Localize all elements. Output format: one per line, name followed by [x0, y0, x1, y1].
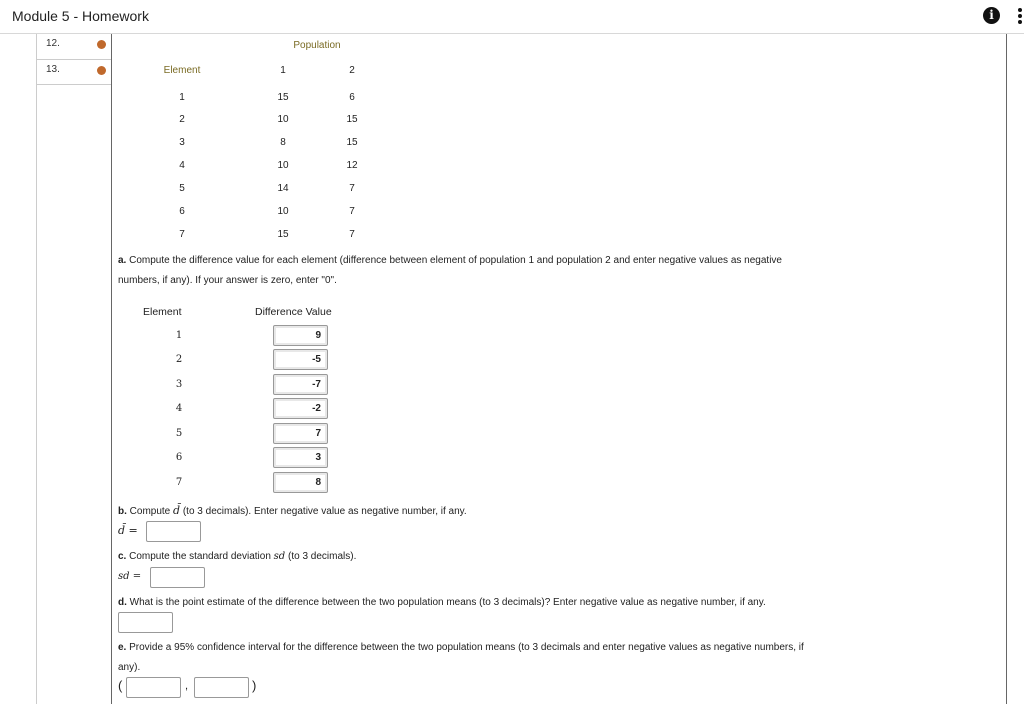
difference-element-number: 7 [175, 477, 183, 488]
table-cell-element: 3 [179, 137, 185, 148]
part-e-text-line2: any). [118, 662, 141, 673]
part-c-question [118, 547, 998, 567]
difference-input[interactable]: -5 [273, 349, 328, 370]
question-item-12[interactable] [37, 34, 111, 60]
d-bar-answer-label: d̄ = [118, 524, 138, 537]
difference-element-number: 4 [175, 403, 183, 414]
table-cell-pop2: 15 [346, 114, 358, 125]
part-a-question [118, 251, 998, 291]
interval-close-paren: ) [252, 678, 257, 693]
table-cell-pop1: 15 [277, 92, 289, 103]
table-cell-pop1: 8 [280, 137, 286, 148]
sd-answer-label: sd = [118, 571, 142, 582]
part-b-question [118, 501, 998, 522]
table-cell-pop1: 15 [277, 229, 289, 240]
part-e-question [118, 638, 998, 678]
interval-lower-input[interactable] [126, 677, 181, 698]
table-cell-element: 4 [179, 160, 185, 171]
part-e-text-line1: Provide a 95% confidence interval for the difference between the two population means (to 3 decimals and enter negative values as negative numbers, if [126, 642, 804, 653]
table-cell-element: 2 [179, 114, 185, 125]
d-bar-input[interactable] [146, 521, 201, 542]
part-b-text-after: (to 3 decimals). Enter negative value as negative number, if any. [180, 506, 467, 517]
population-1-header: 1 [280, 65, 286, 76]
title-bar [0, 0, 1024, 34]
difference-input[interactable]: 3 [273, 447, 328, 468]
part-b-label: b. [118, 506, 127, 517]
part-c-label: c. [118, 551, 127, 562]
table-cell-pop2: 7 [349, 229, 355, 240]
question-list-sidebar [36, 34, 112, 704]
difference-element-number: 2 [175, 354, 183, 365]
point-estimate-input[interactable] [118, 612, 173, 633]
question-number: 12. [46, 38, 60, 49]
page-title: Module 5 - Homework [12, 8, 149, 24]
table-cell-element: 5 [179, 183, 185, 194]
population-2-header: 2 [349, 65, 355, 76]
part-d-question [118, 593, 998, 613]
difference-element-number: 6 [175, 452, 183, 463]
difference-element-number: 3 [175, 379, 183, 390]
table-cell-element: 1 [179, 92, 185, 103]
content-border [1006, 34, 1007, 704]
table-cell-pop2: 6 [349, 92, 355, 103]
table-cell-pop1: 14 [277, 183, 289, 194]
table-cell-pop2: 7 [349, 206, 355, 217]
difference-input[interactable]: -2 [273, 398, 328, 419]
part-e-label: e. [118, 642, 127, 653]
sd-input[interactable] [150, 567, 205, 588]
part-a-text-line1: Compute the difference value for each element (difference between element of population 1 and population 2 and enter negative values as negative [126, 255, 782, 266]
table-cell-pop2: 12 [346, 160, 358, 171]
population-header: Population [293, 40, 341, 51]
info-icon[interactable]: i [983, 7, 1000, 24]
part-a-text-line2: numbers, if any). If your answer is zero, enter "0". [118, 275, 337, 286]
table-cell-element: 7 [179, 229, 185, 240]
question-number: 13. [46, 64, 60, 75]
difference-input[interactable]: -7 [273, 374, 328, 395]
table-cell-pop2: 7 [349, 183, 355, 194]
part-c-text-after: (to 3 decimals). [285, 551, 357, 562]
d-bar-symbol: d̄ [173, 504, 181, 517]
difference-value-header: Difference Value [255, 306, 332, 318]
interval-comma: , [185, 680, 189, 692]
status-dot-icon [97, 40, 106, 49]
difference-input[interactable]: 8 [273, 472, 328, 493]
part-b-text-before: Compute [126, 506, 174, 517]
part-c-text-before: Compute the standard deviation [126, 551, 274, 562]
table-cell-element: 6 [179, 206, 185, 217]
difference-element-number: 5 [175, 428, 183, 439]
difference-element-number: 1 [175, 330, 183, 341]
part-d-text: What is the point estimate of the difference between the two population means (to 3 decimals)? Enter negative value as negative number, if any. [126, 597, 766, 608]
difference-input[interactable]: 7 [273, 423, 328, 444]
table-cell-pop1: 10 [277, 160, 289, 171]
difference-input[interactable]: 9 [273, 325, 328, 346]
table-cell-pop2: 15 [346, 137, 358, 148]
element-header: Element [163, 65, 201, 76]
part-a-label: a. [118, 255, 127, 266]
interval-upper-input[interactable] [194, 677, 249, 698]
table-cell-pop1: 10 [277, 114, 289, 125]
more-options-icon[interactable] [1016, 7, 1024, 25]
interval-open-paren: ( [118, 678, 123, 693]
difference-element-header: Element [143, 306, 182, 318]
question-content [112, 34, 1006, 704]
question-item-13[interactable] [37, 60, 111, 85]
part-d-label: d. [118, 597, 127, 608]
sd-symbol: sd [273, 551, 286, 562]
table-cell-pop1: 10 [277, 206, 289, 217]
status-dot-icon [97, 66, 106, 75]
